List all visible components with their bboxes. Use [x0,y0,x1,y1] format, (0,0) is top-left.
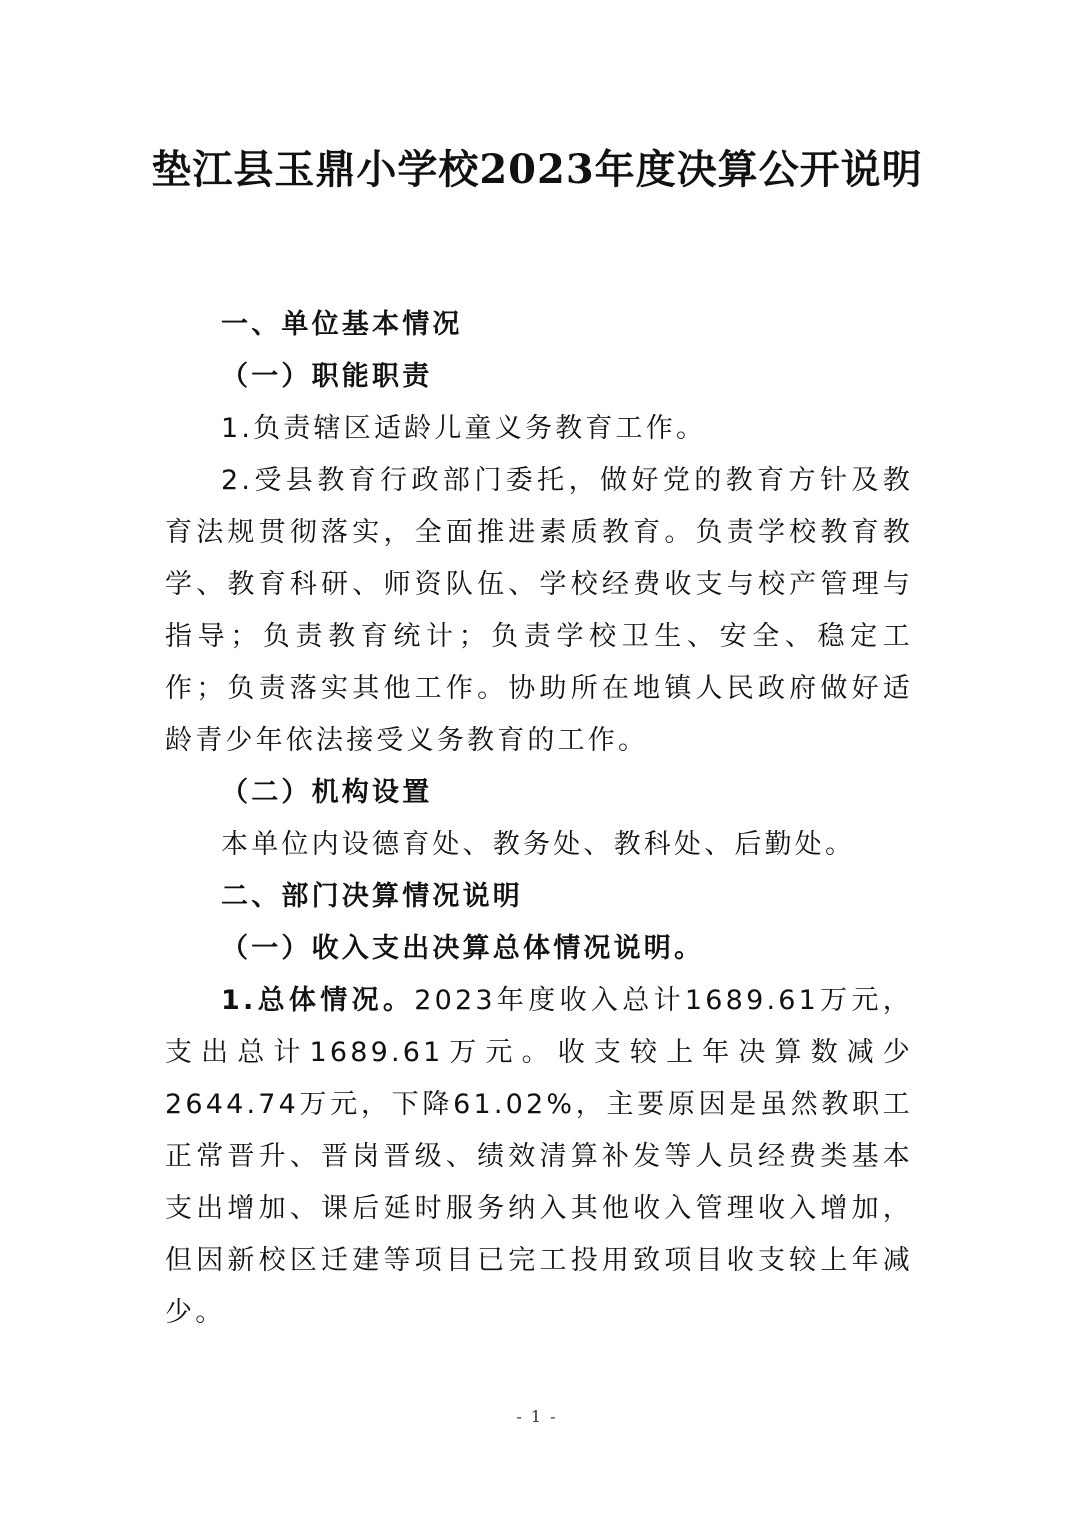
paragraph-overall-situation [165,975,913,1339]
subsection-heading-income-expenditure: （一）收入支出决算总体情况说明。 [221,933,705,964]
paragraph-item-1: 1.负责辖区适龄儿童义务教育工作。 [221,413,707,444]
subsection-heading-functions: （一）职能职责 [221,361,433,392]
paragraph-organization: 本单位内设德育处、教务处、教科处、后勤处。 [221,829,856,860]
overall-situation-text: 2023年度收入总计1689.61万元，支出总计1689.61万元。收支较上年决算数减少2644.74万元，下降61.02%，主要原因是虽然教职工正常晋升、晋岗晋级、绩效清算补发等人员经费类基本支出增加、课后延时服务纳入其他收入管理收入增加，但因新校区迁建等项目已完工投用致项目收支较上年减少。 [165,985,913,1328]
overall-situation-label: 1.总体情况。 [221,985,415,1016]
subsection-heading-organization: （二）机构设置 [221,777,433,808]
section-heading-unit-basic-info: 一、单位基本情况 [221,309,463,340]
paragraph-item-2: 2.受县教育行政部门委托，做好党的教育方针及教育法规贯彻落实，全面推进素质教育。负责学校教育教学、教育科研、师资队伍、学校经费收支与校产管理与指导；负责教育统计；负责学校卫生、安全、稳定工作；负责落实其他工作。协助所在地镇人民政府做好适龄青少年依法接受义务教育的工作。 [165,465,913,756]
document-title: 垫江县玉鼎小学校2023年度决算公开说明 [151,146,923,193]
document-body [165,299,913,1339]
page-number: - 1 - [516,1407,558,1426]
section-heading-final-accounts: 二、部门决算情况说明 [221,881,523,912]
